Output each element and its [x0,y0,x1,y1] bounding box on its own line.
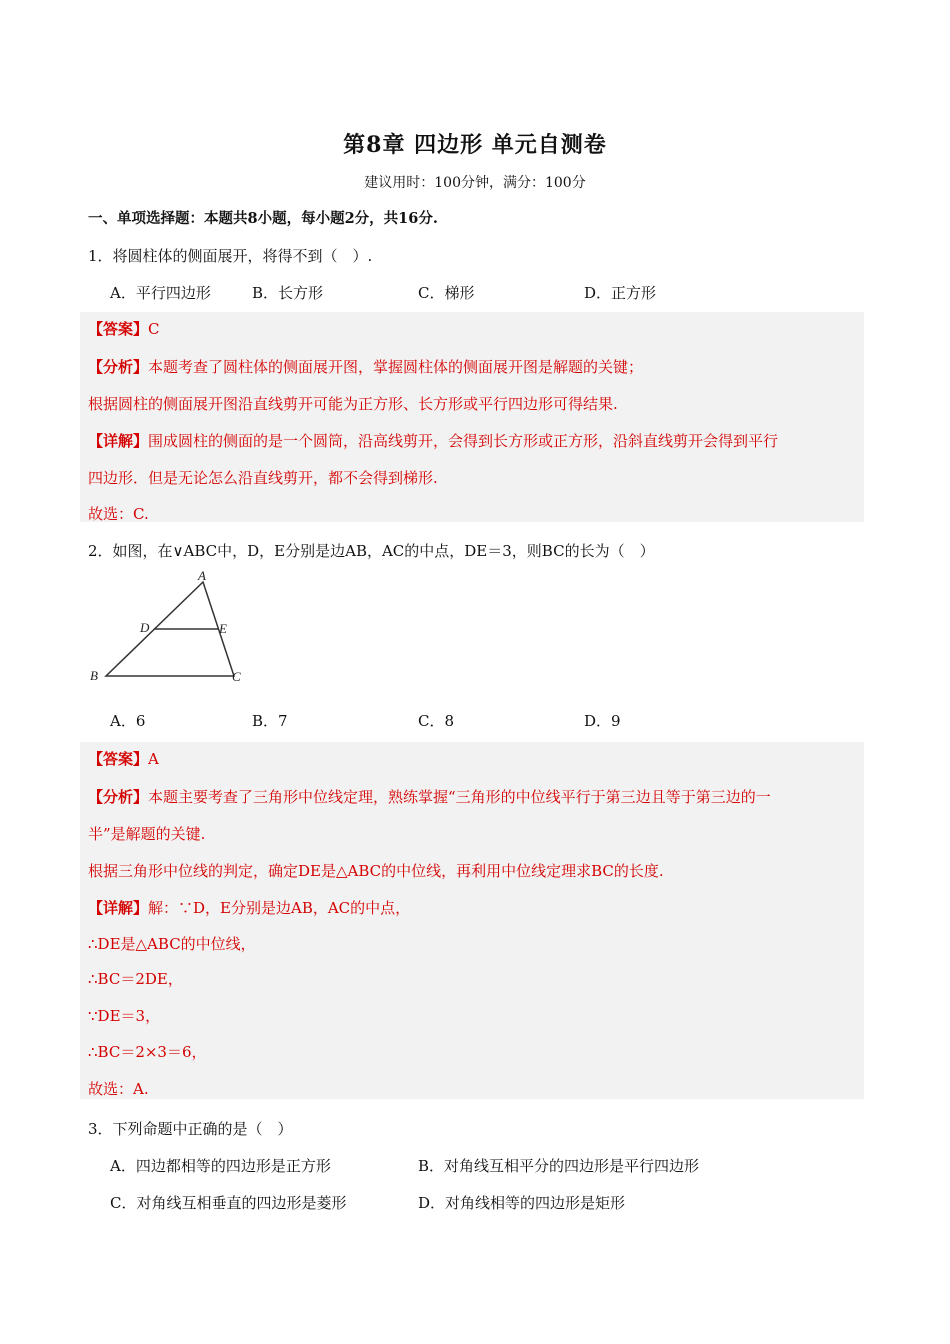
question-1-analysis-line-2: 根据圆柱的侧面展开图沿直线剪开可能为正方形、长方形或平行四边形可得结果. [88,395,618,413]
question-2-detail-line-1: 【详解】解：∵D，E分别是边AB，AC的中点， [88,899,411,917]
question-2-detail-line-5: ∴BC＝2×3＝6， [88,1043,207,1061]
page-subtitle: 建议用时：100分钟，满分：100分 [364,175,586,191]
page-title: 第8章 四边形 单元自测卷 [343,132,607,158]
question-2-conclusion: 故选：A. [88,1080,149,1098]
question-2-detail-line-4: ∵DE＝3， [88,1007,161,1025]
question-2-detail-line-2: ∴DE是△ABC的中位线， [88,935,256,953]
question-2-detail-line-3: ∴BC＝2DE， [88,970,183,988]
question-3-option-c: C．对角线互相垂直的四边形是菱形 [110,1194,347,1212]
question-1-solution-box [80,312,864,522]
question-1-option-a: A．平行四边形 [110,284,211,302]
question-2-stem: 2．如图，在∨ABC中，D，E分别是边AB，AC的中点，DE＝3，则BC的长为（ ） [88,542,655,560]
question-2-solution-box [80,742,864,1099]
question-2-option-b: B．7 [252,712,288,730]
question-1-conclusion: 故选：C. [88,505,149,523]
label-a: A [198,568,206,583]
question-2-option-c: C．8 [418,712,455,730]
question-2-analysis-line-2: 半”是解题的关键. [88,825,206,843]
question-2-answer: 【答案】A [88,750,159,768]
section-heading: 一、单项选择题：本题共8小题，每小题2分，共16分. [88,210,438,227]
question-1-option-d: D．正方形 [584,284,657,302]
question-1-detail-line-2: 四边形．但是无论怎么沿直线剪开，都不会得到梯形. [88,469,438,487]
question-1-answer: 【答案】C [88,320,160,338]
question-1-stem: 1．将圆柱体的侧面展开，将得不到（ ）. [88,247,373,265]
question-3-option-b: B．对角线互相平分的四边形是平行四边形 [418,1157,700,1175]
question-1-detail-line-1: 【详解】围成圆柱的侧面的是一个圆筒，沿高线剪开，会得到长方形或正方形，沿斜直线剪开会得到平行 [88,432,779,450]
question-1-analysis-line-1: 【分析】本题考查了圆柱体的侧面展开图，掌握圆柱体的侧面展开图是解题的关键； [88,358,644,376]
question-1-option-c: C．梯形 [418,284,475,302]
question-2-option-a: A．6 [110,712,146,730]
question-2-option-d: D．9 [584,712,621,730]
question-1-option-b: B．长方形 [252,284,324,302]
label-e: E [219,621,227,636]
label-c: C [232,669,241,684]
question-2-analysis-line-1: 【分析】本题主要考查了三角形中位线定理，熟练掌握“三角形的中位线平行于第三边且等于第三边的一 [88,788,771,806]
question-2-analysis-line-3: 根据三角形中位线的判定，确定DE是△ABC的中位线，再利用中位线定理求BC的长度. [88,862,664,880]
label-b: B [90,668,98,683]
label-d: D [140,620,150,635]
question-3-option-a: A．四边都相等的四边形是正方形 [110,1157,331,1175]
triangle-figure [86,568,256,686]
question-3-stem: 3．下列命题中正确的是（ ） [88,1120,293,1138]
question-3-option-d: D．对角线相等的四边形是矩形 [418,1194,626,1212]
